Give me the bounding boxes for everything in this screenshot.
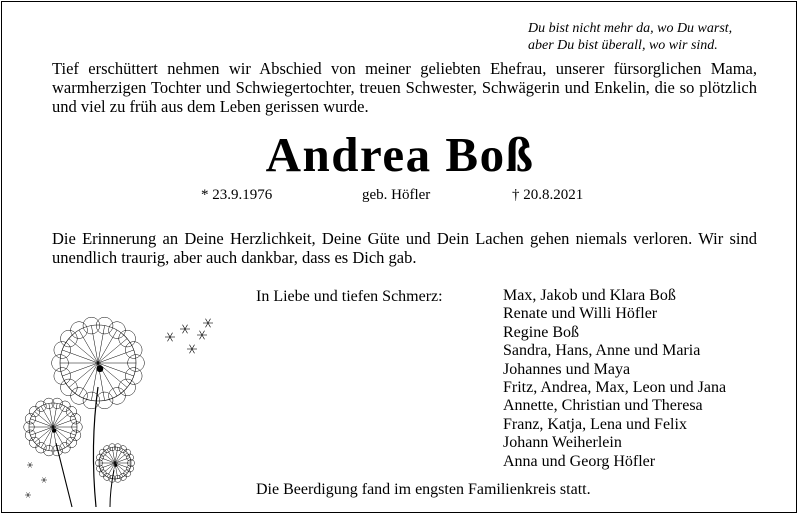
maiden-name: geb. Höfler: [362, 187, 431, 203]
mourning-label: In Liebe und tiefen Schmerz:: [256, 288, 443, 305]
motto-quote: [528, 20, 778, 54]
motto-line-1: Du bist nicht mehr da, wo Du warst,: [528, 21, 733, 36]
mourner-entry: Johann Weiherlein: [503, 434, 622, 452]
mourner-entry: Annette, Christian und Theresa: [503, 397, 703, 415]
death-date: † 20.8.2021: [512, 187, 584, 203]
mourner-entry: Johannes und Maya: [503, 360, 631, 378]
memory-text: Die Erinnerung an Deine Herzlichkeit, Deine Güte und Dein Lachen gehen niemals verloren. Wir sind unendlich traurig, aber auch dankbar, dass es Dich gab.: [52, 229, 757, 267]
mourner-entry: Fritz, Andrea, Max, Leon und Jana: [503, 379, 727, 397]
motto-line-2: aber Du bist überall, wo wir sind.: [528, 38, 718, 53]
mourner-entry: Sandra, Hans, Anne und Maria: [503, 342, 701, 360]
mourner-entry: Franz, Katja, Lena und Felix: [503, 415, 687, 433]
mourner-entry: Regine Boß: [503, 323, 579, 341]
funeral-note: Die Beerdigung fand im engsten Familienkreis statt.: [256, 481, 591, 498]
mourners-list: [503, 287, 726, 471]
mourner-entry: Renate und Willi Höfler: [503, 305, 658, 323]
mourner-entry: Anna und Georg Höfler: [503, 452, 656, 470]
birth-date: * 23.9.1976: [201, 187, 273, 203]
dandelion-icon: [20, 315, 250, 510]
deceased-name: Andrea Boß: [265, 127, 535, 182]
intro-text: Tief erschüttert nehmen wir Abschied von meiner geliebten Ehefrau, unserer fürsorglichen Mama, warmherzigen Tochter und Schwiegertochter, treuen Schwester, Schwägerin und Enkelin, die so plötzlich und viel zu früh aus dem Leben gerissen wurde.: [52, 59, 757, 116]
mourner-entry: Max, Jakob und Klara Boß: [503, 287, 676, 304]
